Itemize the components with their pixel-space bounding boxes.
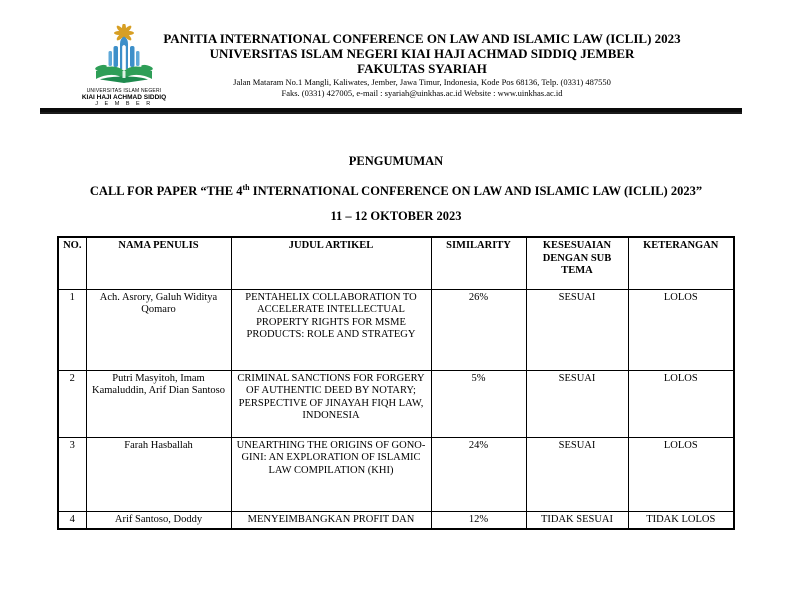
cell-authors: Farah Hasballah <box>86 437 231 511</box>
announcement-title: PENGUMUMAN <box>348 154 444 168</box>
cell-kesesuaian: SESUAI <box>526 289 628 370</box>
cell-authors: Arif Santoso, Doddy <box>86 511 231 530</box>
cell-similarity: 26% <box>431 289 526 370</box>
subtitle-suffix: INTERNATIONAL CONFERENCE ON LAW AND ISLAMIC LAW (ICLIL) 2023” <box>249 184 703 199</box>
logo-caption-line1: UNIVERSITAS ISLAM NEGERI <box>86 88 162 94</box>
results-table-container <box>57 236 735 530</box>
cell-kesesuaian: TIDAK SESUAI <box>526 511 628 530</box>
cell-keterangan: LOLOS <box>628 370 734 437</box>
table-row <box>58 511 734 530</box>
letterhead-address: Jalan Mataram No.1 Mangli, Kaliwates, Jember, Jawa Timur, Indonesia, Kode Pos 68136, Telp. (0331) 487550 <box>233 77 611 87</box>
cell-title: CRIMINAL SANCTIONS FOR FORGERY OF AUTHENTIC DEED BY NOTARY; PERSPECTIVE OF JINAYAH FIQH LAW, INDONESIA <box>231 370 431 437</box>
cell-similarity: 12% <box>431 511 526 530</box>
subtitle-prefix: CALL FOR PAPER “THE 4 <box>89 184 243 199</box>
letterhead-university: UNIVERSITAS ISLAM NEGERI KIAI HAJI ACHMAD SIDDIQ JEMBER <box>209 46 635 61</box>
announcement-subtitle <box>0 181 792 198</box>
cell-no: 1 <box>58 289 86 370</box>
announcement-date: 11 – 12 OKTOBER 2023 <box>330 209 462 224</box>
cell-no: 3 <box>58 437 86 511</box>
university-logo-icon <box>92 24 156 88</box>
letterhead-contact: Faks. (0331) 427005, e-mail : syariah@uinkhas.ac.id Website : www.uinkhas.ac.id <box>281 88 563 98</box>
table-row <box>58 437 734 511</box>
letterhead-faculty: FAKULTAS SYARIAH <box>357 61 487 76</box>
header-title: JUDUL ARTIKEL <box>231 237 431 289</box>
cell-keterangan: LOLOS <box>628 437 734 511</box>
letterhead-divider <box>40 108 742 114</box>
header-similarity: SIMILARITY <box>431 237 526 289</box>
letterhead-committee: PANITIA INTERNATIONAL CONFERENCE ON LAW AND ISLAMIC LAW (ICLIL) 2023 <box>163 31 681 46</box>
cell-keterangan: TIDAK LOLOS <box>628 511 734 530</box>
cell-no: 4 <box>58 511 86 530</box>
cell-title: PENTAHELIX COLLABORATION TO ACCELERATE INTELLECTUAL PROPERTY RIGHTS FOR MSME PRODUCTS: ROLE AND STRATEGY <box>231 289 431 370</box>
table-header-row <box>58 237 734 289</box>
announcement-header <box>0 155 792 223</box>
cell-authors: Ach. Asrory, Galuh Widitya Qomaro <box>86 289 231 370</box>
table-row <box>58 289 734 370</box>
cell-no: 2 <box>58 370 86 437</box>
header-keterangan: KETERANGAN <box>628 237 734 289</box>
header-kesesuaian: KESESUAIAN DENGAN SUB TEMA <box>526 237 628 289</box>
letterhead <box>160 31 684 98</box>
university-logo <box>78 24 170 108</box>
cell-similarity: 5% <box>431 370 526 437</box>
cell-authors: Putri Masyitoh, Imam Kamaluddin, Arif Dian Santoso <box>86 370 231 437</box>
header-authors: NAMA PENULIS <box>86 237 231 289</box>
cell-title: MENYEIMBANGKAN PROFIT DAN <box>231 511 431 530</box>
table-row <box>58 370 734 437</box>
header-no: NO. <box>58 237 86 289</box>
cell-kesesuaian: SESUAI <box>526 370 628 437</box>
cell-keterangan: LOLOS <box>628 289 734 370</box>
subtitle-ordinal: th <box>242 183 250 192</box>
cell-title: UNEARTHING THE ORIGINS OF GONO-GINI: AN EXPLORATION OF ISLAMIC LAW COMPILATION (KHI) <box>231 437 431 511</box>
logo-caption-line3: J E M B E R <box>95 101 153 107</box>
cell-kesesuaian: SESUAI <box>526 437 628 511</box>
results-table <box>57 236 735 530</box>
logo-caption-line2: KIAI HAJI ACHMAD SIDDIQ <box>81 94 167 101</box>
cell-similarity: 24% <box>431 437 526 511</box>
